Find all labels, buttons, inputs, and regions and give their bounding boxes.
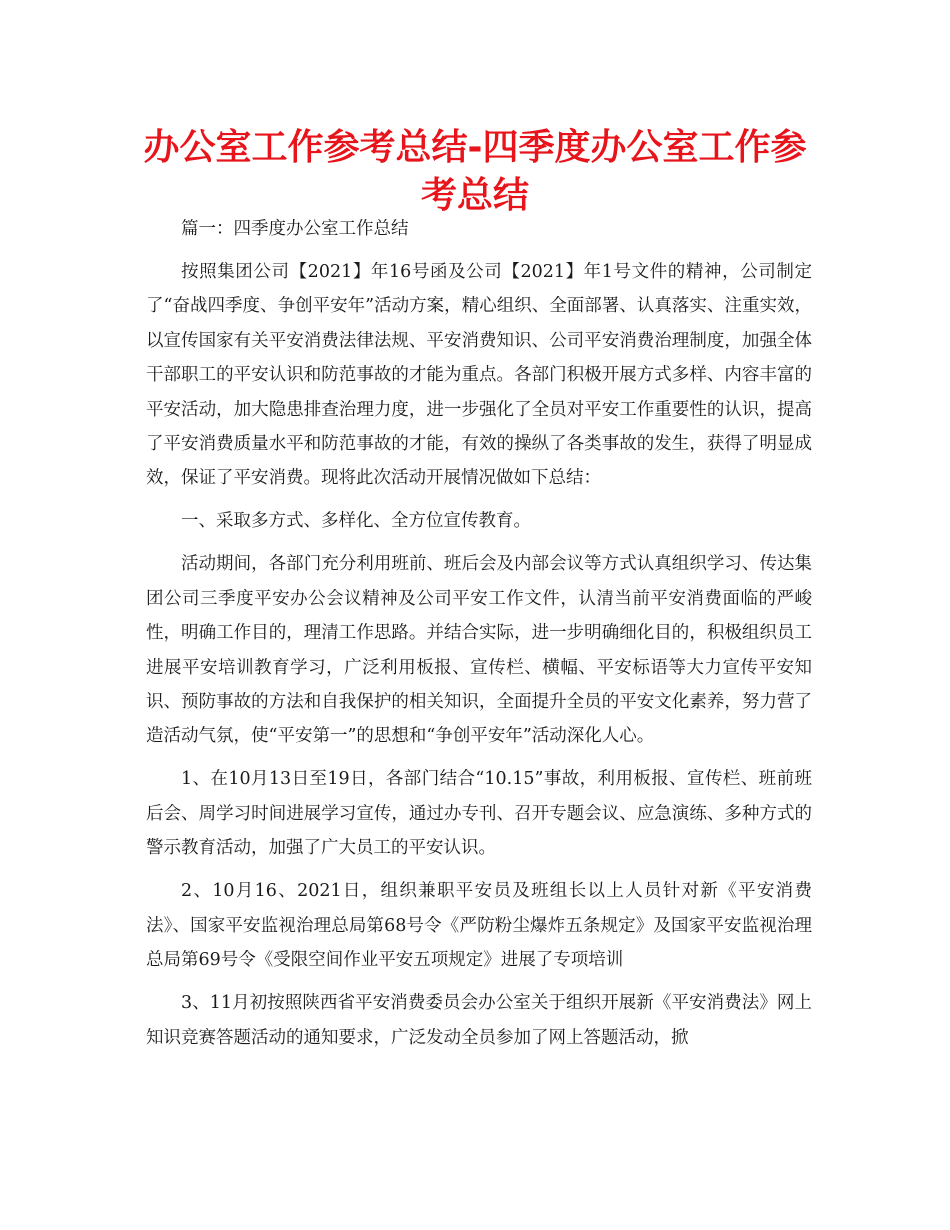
section-heading: 篇一：四季度办公室工作总结 [181,219,409,239]
list-item: 3、11月初按照陕西省平安消费委员会办公室关于组织开展新《平安消费法》网上知识竞赛答题活动的通知要求，广泛发动全员参加了网上答题活动，掀 [146,993,812,1048]
paragraph: 活动期间，各部门充分利用班前、班后会及内部会议等方式认真组织学习、传达集团公司三季度平安办公会议精神及公司平安工作文件，认清当前平安消费面临的严峻性，明确工作目的，理清工作思路。并结合实际，进一步明确细化目的，积极组织员工进展平安培训教育学习，广泛利用板报、宣传栏、横幅、平安标语等大力宣传平安知识、预防事故的方法和自我保护的相关知识，全面提升全员的平安文化素养，努力营了造活动气氛，使“平安第一”的思想和“争创平安年”活动深化人心。 [146,554,812,747]
list-item: 1、在10月13日至19日，各部门结合“10.15”事故，利用板报、宣传栏、班前班后会、周学习时间进展学习宣传，通过办专刊、召开专题会议、应急演练、多种方式的警示教育活动，加强了广大员工的平安认识。 [146,769,812,859]
list-item: 2、10月16、2021日，组织兼职平安员及班组长以上人员针对新《平安消费法》、国家平安监视治理总局第68号令《严防粉尘爆炸五条规定》及国家平安监视治理总局第69号令《受限空间作业平安五项规定》进展了专项培训 [146,881,812,971]
document-title: 办公室工作参考总结-四季度办公室工作参考总结 [143,127,807,216]
paragraph: 按照集团公司【2021】年16号函及公司【2021】年1号文件的精神，公司制定了“奋战四季度、争创平安年”活动方案，精心组织、全面部署、认真落实、注重实效，以宣传国家有关平安消费法律法规、平安消费知识、公司平安消费治理制度，加强全体干部职工的平安认识和防范事故的才能为重点。各部门积极开展方式多样、内容丰富的平安活动，加大隐患排查治理力度，进一步强化了全员对平安工作重要性的认识，提高了平安消费质量水平和防范事故的才能，有效的操纵了各类事故的发生，获得了明显成效，保证了平安消费。现将此次活动开展情况做如下总结： [146,262,812,489]
subheading: 一、采取多方式、多样化、全方位宣传教育。 [181,511,531,532]
document-body [146,212,812,1064]
